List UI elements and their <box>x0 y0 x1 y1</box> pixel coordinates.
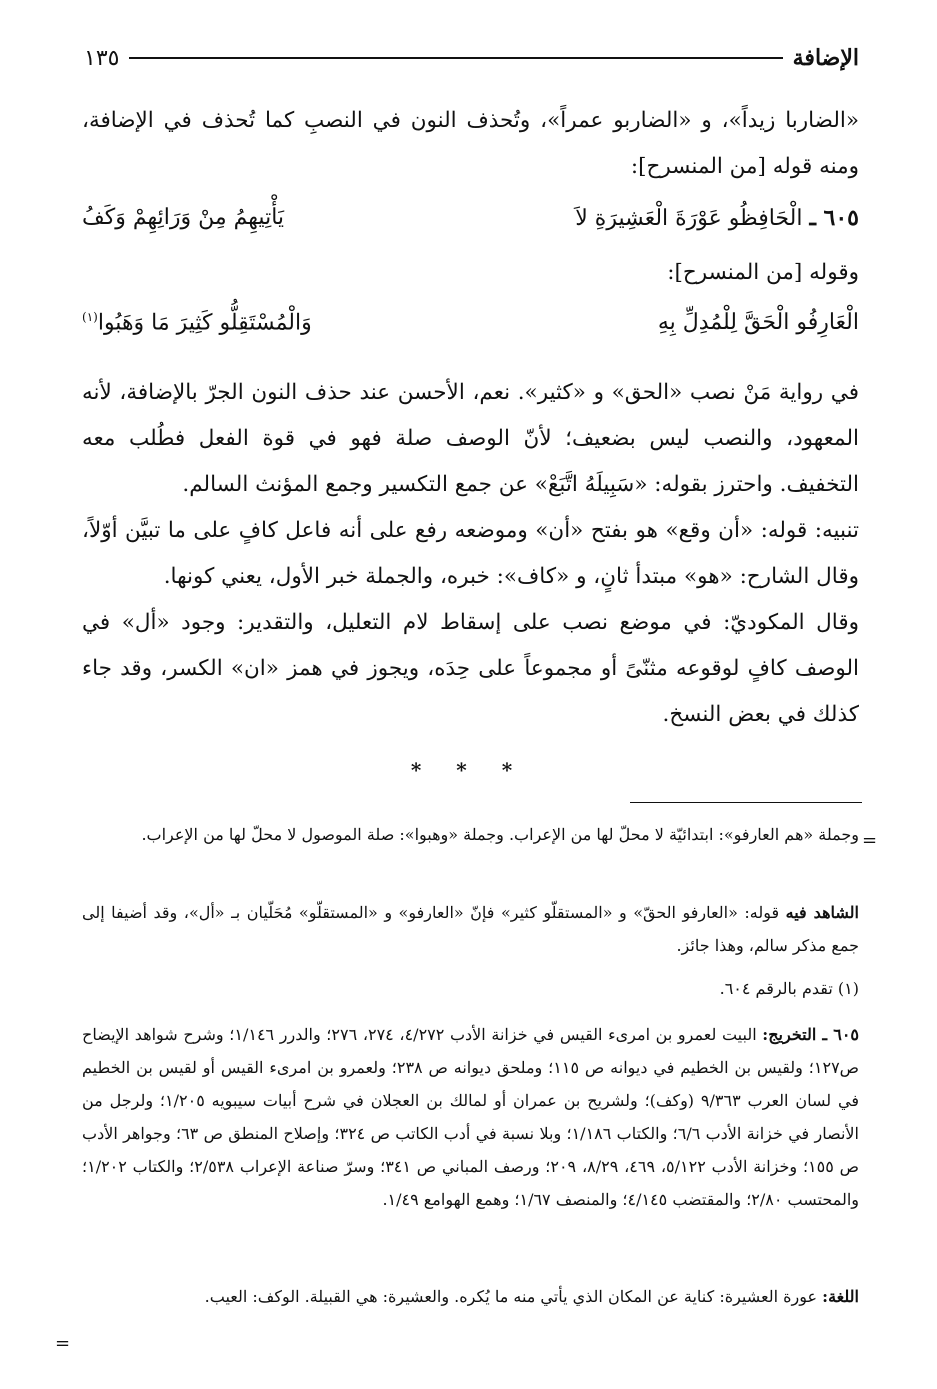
page-header <box>84 40 859 76</box>
footnote-takhrij-text: البيت لعمرو بن امرىء القيس في خزانة الأدب ٤/٢٧٢، ٢٧٤، ٢٧٦؛ والدرر ١/١٤٦؛ وشرح شواهد الإيضاح ص١٢٧؛ ولقيس بن الخطيم في ديوانه ص ١١٥؛ وملحق ديوانه ص ٢٣٨؛ ولعمرو بن امرىء القيس أو لقيس بن الخطيم في لسان العرب ٩/٣٦٣ (وكف)؛ ولشريح بن عمران أو لمالك بن العجلان في شرح أبيات سيبويه ١/٢٠٥؛ ولرجل من الأنصار في خزانة الأدب ٦/٦؛ والكتاب ١/١٨٦؛ وبلا نسبة في أدب الكاتب ص ٣٢٤؛ وإصلاح المنطق ص ٦٣؛ وجواهر الأدب ص ١٥٥؛ وخزانة الأدب ٥/١٢٢، ٤٦٩، ٨/٢٩، ٢٠٩؛ ورصف المباني ص ٣٤١؛ وسرّ صناعة الإعراب ٢/٥٣٨؛ والكتاب ١/٢٠٢؛ والمحتسب ٢/٨٠؛ والمقتضب ٤/١٤٥؛ والمنصف ١/٦٧؛ وهمع الهوامع ١/٤٩. <box>82 1025 860 1209</box>
footnote-takhrij <box>82 1018 859 1216</box>
verse-second-first-hemistich: الْعَارِفُو الْحَقَّ لِلْمُدِلِّ بِهِ <box>657 310 859 335</box>
verse-605 <box>82 205 859 231</box>
verse-second-second-hemistich <box>82 310 312 335</box>
paragraph-2: في رواية مَنْ نصب «الحق» و «كثير». نعم، الأحسن عند حذف النون الجرّ بالإضافة، لأنه المعهود، والنصب ليس بضعيف؛ لأنّ الوصف صلة فهو في قوة الفعل فطُلب معه التخفيف. واحترز بقوله: «سَبِيلَهُ اتَّبَعْ» عن جمع التكسير وجمع المؤنث السالم. <box>82 380 859 497</box>
footnote-shahid-text: قوله: «العارفو الحقّ» و «المستقلّو كثير» فإنّ «العارفو» و «المستقلّو» مُحَلّيان بـ «أل»، وقد أضيفا إلى جمع مذكر سالم، وهذا جائز. <box>82 903 859 955</box>
verse-605-first-text: الْحَافِظُو عَوْرَةَ الْعَشِيرَةِ لاَ <box>575 206 803 231</box>
verse-605-first-hemistich <box>575 205 859 231</box>
page-number: ١٣٥ <box>84 45 120 71</box>
verse-second-second-text: وَالْمُسْتَقِلُّو كَثِيرَ مَا وَهَبُوا <box>97 310 312 336</box>
footnote-shahid <box>82 896 859 962</box>
running-title: الإضافة <box>792 45 859 71</box>
section-divider-stars: * * * <box>410 758 527 782</box>
footnote-lugha-label: اللغة: <box>822 1287 859 1306</box>
verse-intro: وقوله [من المنسرح]: <box>667 260 859 285</box>
footnote-shahid-label: الشاهد فيه <box>785 903 859 922</box>
paragraph-3: تنبيه: قوله: «أن وقع» هو بفتح «أن» وموضعه رفع على أنه فاعل كافٍ على ما تبيَّن أوّلاً، وقال الشارح: «هو» مبتدأ ثانٍ، و «كاف»: خبره، والجملة خبر الأول، يعني كونها. <box>82 518 859 589</box>
header-rule <box>129 57 782 59</box>
verse-605-second-hemistich: يَأْتِيهِمُ مِنْ وَرَائِهِمْ وَكَفُ <box>82 205 285 230</box>
verse-605-number: ٦٠٥ ـ <box>809 205 859 231</box>
footnote-lugha-text: عورة العشيرة: كناية عن المكان الذي يأتي منه ما يُكره. والعشيرة: هي القبيلة. الوكف: العيب. <box>204 1287 818 1306</box>
paragraph-4: وقال المكوديّ: في موضع نصب على إسقاط لام التعليل، والتقدير: وجود «أل» في الوصف كافٍ لوقوعه مثنّىً أو مجموعاً على حِدَه، ويجوز في همز «ان» الكسر، وقد جاء كذلك في بعض النسخ. <box>82 610 859 727</box>
continuation-mark-bottom: = <box>55 1333 71 1354</box>
continuation-mark-top: = <box>862 830 878 851</box>
footnote-lugha <box>82 1280 859 1313</box>
footnote-grammar: وجملة «هم العارفو»: ابتدائيّة لا محلّ لها من الإعراب. وجملة «وهبوا»: صلة الموصول لا محلّ لها من الإعراب. <box>141 825 859 844</box>
paragraph-1: «الضاربا زيداً»، و «الضاربو عمراً»، وتُحذف النون في النصبِ كما تُحذف في الإضافة، ومنه قوله [من المنسرح]: <box>82 108 859 179</box>
footnote-ref-1: (١) <box>82 310 98 324</box>
footnote-1: (١) تقدم بالرقم ٦٠٤. <box>719 979 859 998</box>
footnote-takhrij-label: ٦٠٥ ـ التخريج: <box>762 1025 860 1044</box>
verse-second <box>82 310 859 335</box>
